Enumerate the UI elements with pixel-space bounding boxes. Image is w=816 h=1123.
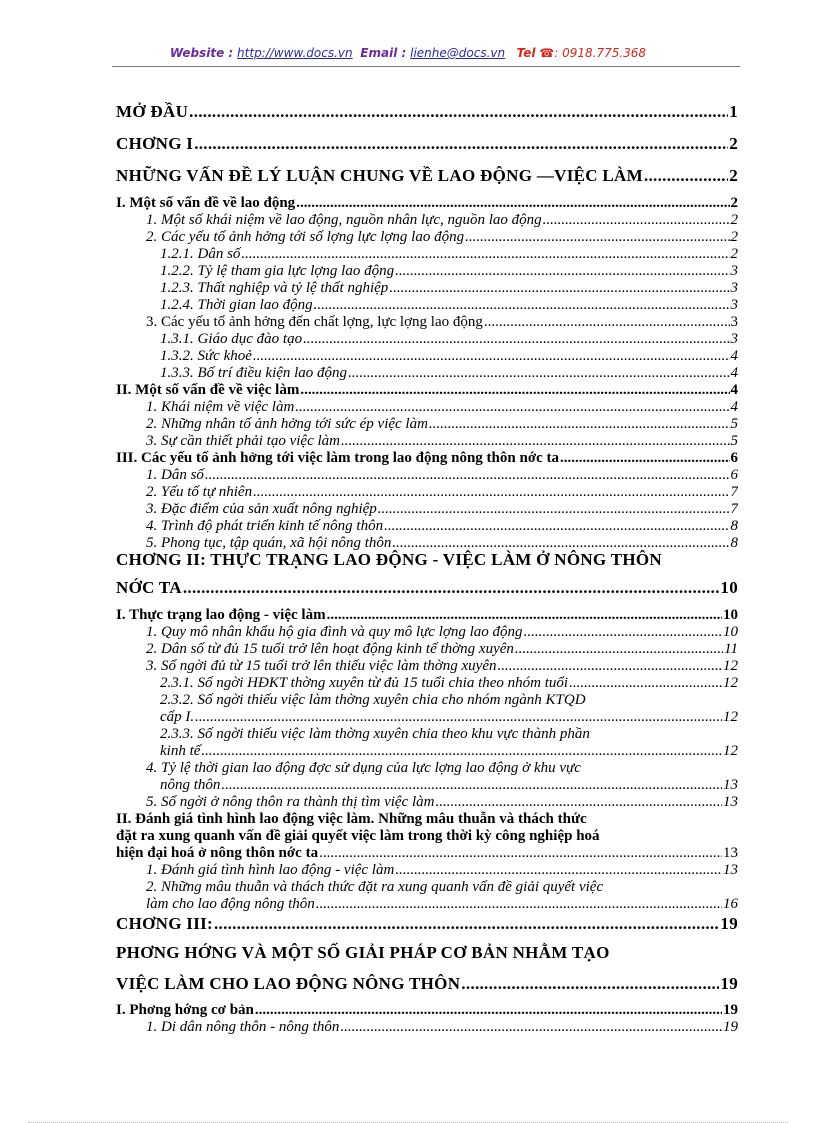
toc-entry[interactable]: 3. Sự cần thiết phải tạo việc làm ..... 5: [146, 433, 738, 450]
toc-entry[interactable]: 1.3.3. Bố trí điều kiện lao động ..... 4: [160, 365, 738, 382]
toc-entry[interactable]: 1. Di dân nông thôn - nông thôn ..... 19: [146, 1019, 738, 1036]
email-label: Email :: [360, 46, 407, 60]
toc-entry[interactable]: 2. Những nhân tố ảnh hởng tới sức ép việc làm ..... 5: [146, 416, 738, 433]
website-label: Website :: [169, 46, 234, 60]
toc-entry[interactable]: 1. Khái niệm về việc làm ..... 4: [146, 399, 738, 416]
toc-entry[interactable]: 1. Một số khái niệm về lao động, nguồn nhân lực, nguồn lao động ..... 2: [146, 212, 738, 229]
tel-value: : 0918.775.368: [554, 46, 647, 60]
toc-entry-line[interactable]: 2.3.3. Số ngời thiếu việc làm thờng xuyên chia theo khu vực thành phần: [160, 726, 590, 742]
toc-entry-line[interactable]: PHƠNG HỚNG VÀ MỘT SỐ GIẢI PHÁP CƠ BẢN NHẰM TẠO: [116, 943, 610, 962]
phone-icon: ☎: [539, 46, 555, 60]
toc-entry[interactable]: 1.3.2. Sức khoẻ ..... 4: [160, 348, 738, 365]
toc-entry[interactable]: 5. Phong tục, tập quán, xã hội nông thôn ..... 8: [146, 535, 738, 552]
toc-entry[interactable]: 1.2.4. Thời gian lao động ..... 3: [160, 297, 738, 314]
toc-entry[interactable]: làm cho lao động nông thôn ..... 16: [146, 896, 738, 913]
toc-entry[interactable]: I. Phơng hớng cơ bản ..... 19: [116, 1002, 738, 1019]
toc-entry[interactable]: 1. Dân số ..... 6: [146, 467, 738, 484]
toc-entry[interactable]: 3. Đặc điểm của sản xuất nông nghiệp ..... 7: [146, 501, 738, 518]
toc-entry[interactable]: nông thôn ..... 13: [160, 777, 738, 794]
toc-entry[interactable]: 4. Trình độ phát triển kinh tế nông thôn ..... 8: [146, 518, 738, 535]
toc-entry[interactable]: I. Thực trạng lao động - việc làm ..... 10: [116, 607, 738, 624]
website-link[interactable]: http://www.docs.vn: [237, 46, 353, 60]
toc-entry[interactable]: II. Một số vấn đề về việc làm ..... 4: [116, 382, 738, 399]
toc-entry[interactable]: 2.3.1. Số ngời HĐKT thờng xuyên từ đủ 15 tuổi chia theo nhóm tuổi ..... 12: [160, 675, 738, 692]
toc-entry-line[interactable]: CHƠNG II: THỰC TRẠNG LAO ĐỘNG - VIỆC LÀM Ở NÔNG THÔN: [116, 550, 662, 569]
toc-entry[interactable]: kinh tế ..... 12: [160, 743, 738, 760]
toc-entry[interactable]: NỚC TA ..... 10: [116, 578, 738, 598]
toc-entry[interactable]: 5. Số ngời ở nông thôn ra thành thị tìm việc làm ..... 13: [146, 794, 738, 811]
toc-entry[interactable]: 1.2.2. Tỷ lệ tham gia lực lợng lao động ..... 3: [160, 263, 738, 280]
toc-entry[interactable]: 3. Các yếu tố ảnh hởng đến chất lợng, lực lợng lao động ..... 3: [146, 314, 738, 331]
toc-entry[interactable]: 1. Quy mô nhân khẩu hộ gia đình và quy mô lực lợng lao động ..... 10: [146, 624, 738, 641]
toc-entry[interactable]: CHƠNG I ..... 2: [116, 134, 738, 154]
toc-entry[interactable]: 3. Số ngời đủ từ 15 tuổi trở lên thiếu việc làm thờng xuyên ..... 12: [146, 658, 738, 675]
toc-entry-line[interactable]: 2.3.2. Số ngời thiếu việc làm thờng xuyên chia cho nhóm ngành KTQD: [160, 692, 586, 708]
toc-entry[interactable]: 2. Yếu tố tự nhiên ..... 7: [146, 484, 738, 501]
toc-entry[interactable]: VIỆC LÀM CHO LAO ĐỘNG NÔNG THÔN ..... 19: [116, 974, 738, 994]
toc-entry[interactable]: CHƠNG III: ..... 19: [116, 914, 738, 934]
toc-entry[interactable]: 1.3.1. Giáo dục đào tạo ..... 3: [160, 331, 738, 348]
toc-entry[interactable]: III. Các yếu tố ảnh hởng tới việc làm trong lao động nông thôn nớc ta ..... 6: [116, 450, 738, 467]
toc-entry[interactable]: hiện đại hoá ở nông thôn nớc ta ..... 13: [116, 845, 738, 862]
toc-entry[interactable]: I. Một số vấn đề về lao động ..... 2: [116, 195, 738, 212]
toc-entry[interactable]: 2. Các yếu tố ảnh hởng tới số lợng lực lợng lao động ..... 2: [146, 229, 738, 246]
toc-entry[interactable]: 1.2.1. Dân số ..... 2: [160, 246, 738, 263]
toc-entry[interactable]: MỞ ĐẦU ..... 1: [116, 102, 738, 122]
email-link[interactable]: lienhe@docs.vn: [410, 46, 506, 60]
tel-label: Tel: [516, 46, 536, 60]
toc-entry-line[interactable]: 2. Những mâu thuẫn và thách thức đặt ra xung quanh vấn đề giải quyết việc: [146, 879, 604, 895]
toc-entry-line[interactable]: II. Đánh giá tình hình lao động việc làm. Những mâu thuẫn và thách thức: [116, 811, 587, 827]
toc-entry[interactable]: 2. Dân số từ đủ 15 tuổi trở lên hoạt động kinh tế thờng xuyên ..... 11: [146, 641, 738, 658]
toc-entry-line[interactable]: đặt ra xung quanh vấn đề giải quyết việc làm trong thời kỳ công nghiệp hoá: [116, 828, 600, 844]
toc-entry[interactable]: 1. Đánh giá tình hình lao động - việc làm ..... 13: [146, 862, 738, 879]
toc-entry[interactable]: NHỮNG VẤN ĐỀ LÝ LUẬN CHUNG VỀ LAO ĐỘNG —VIỆC LÀM ..... 2: [116, 166, 738, 186]
toc-entry-line[interactable]: 4. Tỷ lệ thời gian lao động đợc sử dụng của lực lợng lao động ở khu vực: [146, 760, 581, 776]
toc-entry[interactable]: 1.2.3. Thất nghiệp và tỷ lệ thất nghiệp ..... 3: [160, 280, 738, 297]
toc-entry[interactable]: cấp I. ..... 12: [160, 709, 738, 726]
